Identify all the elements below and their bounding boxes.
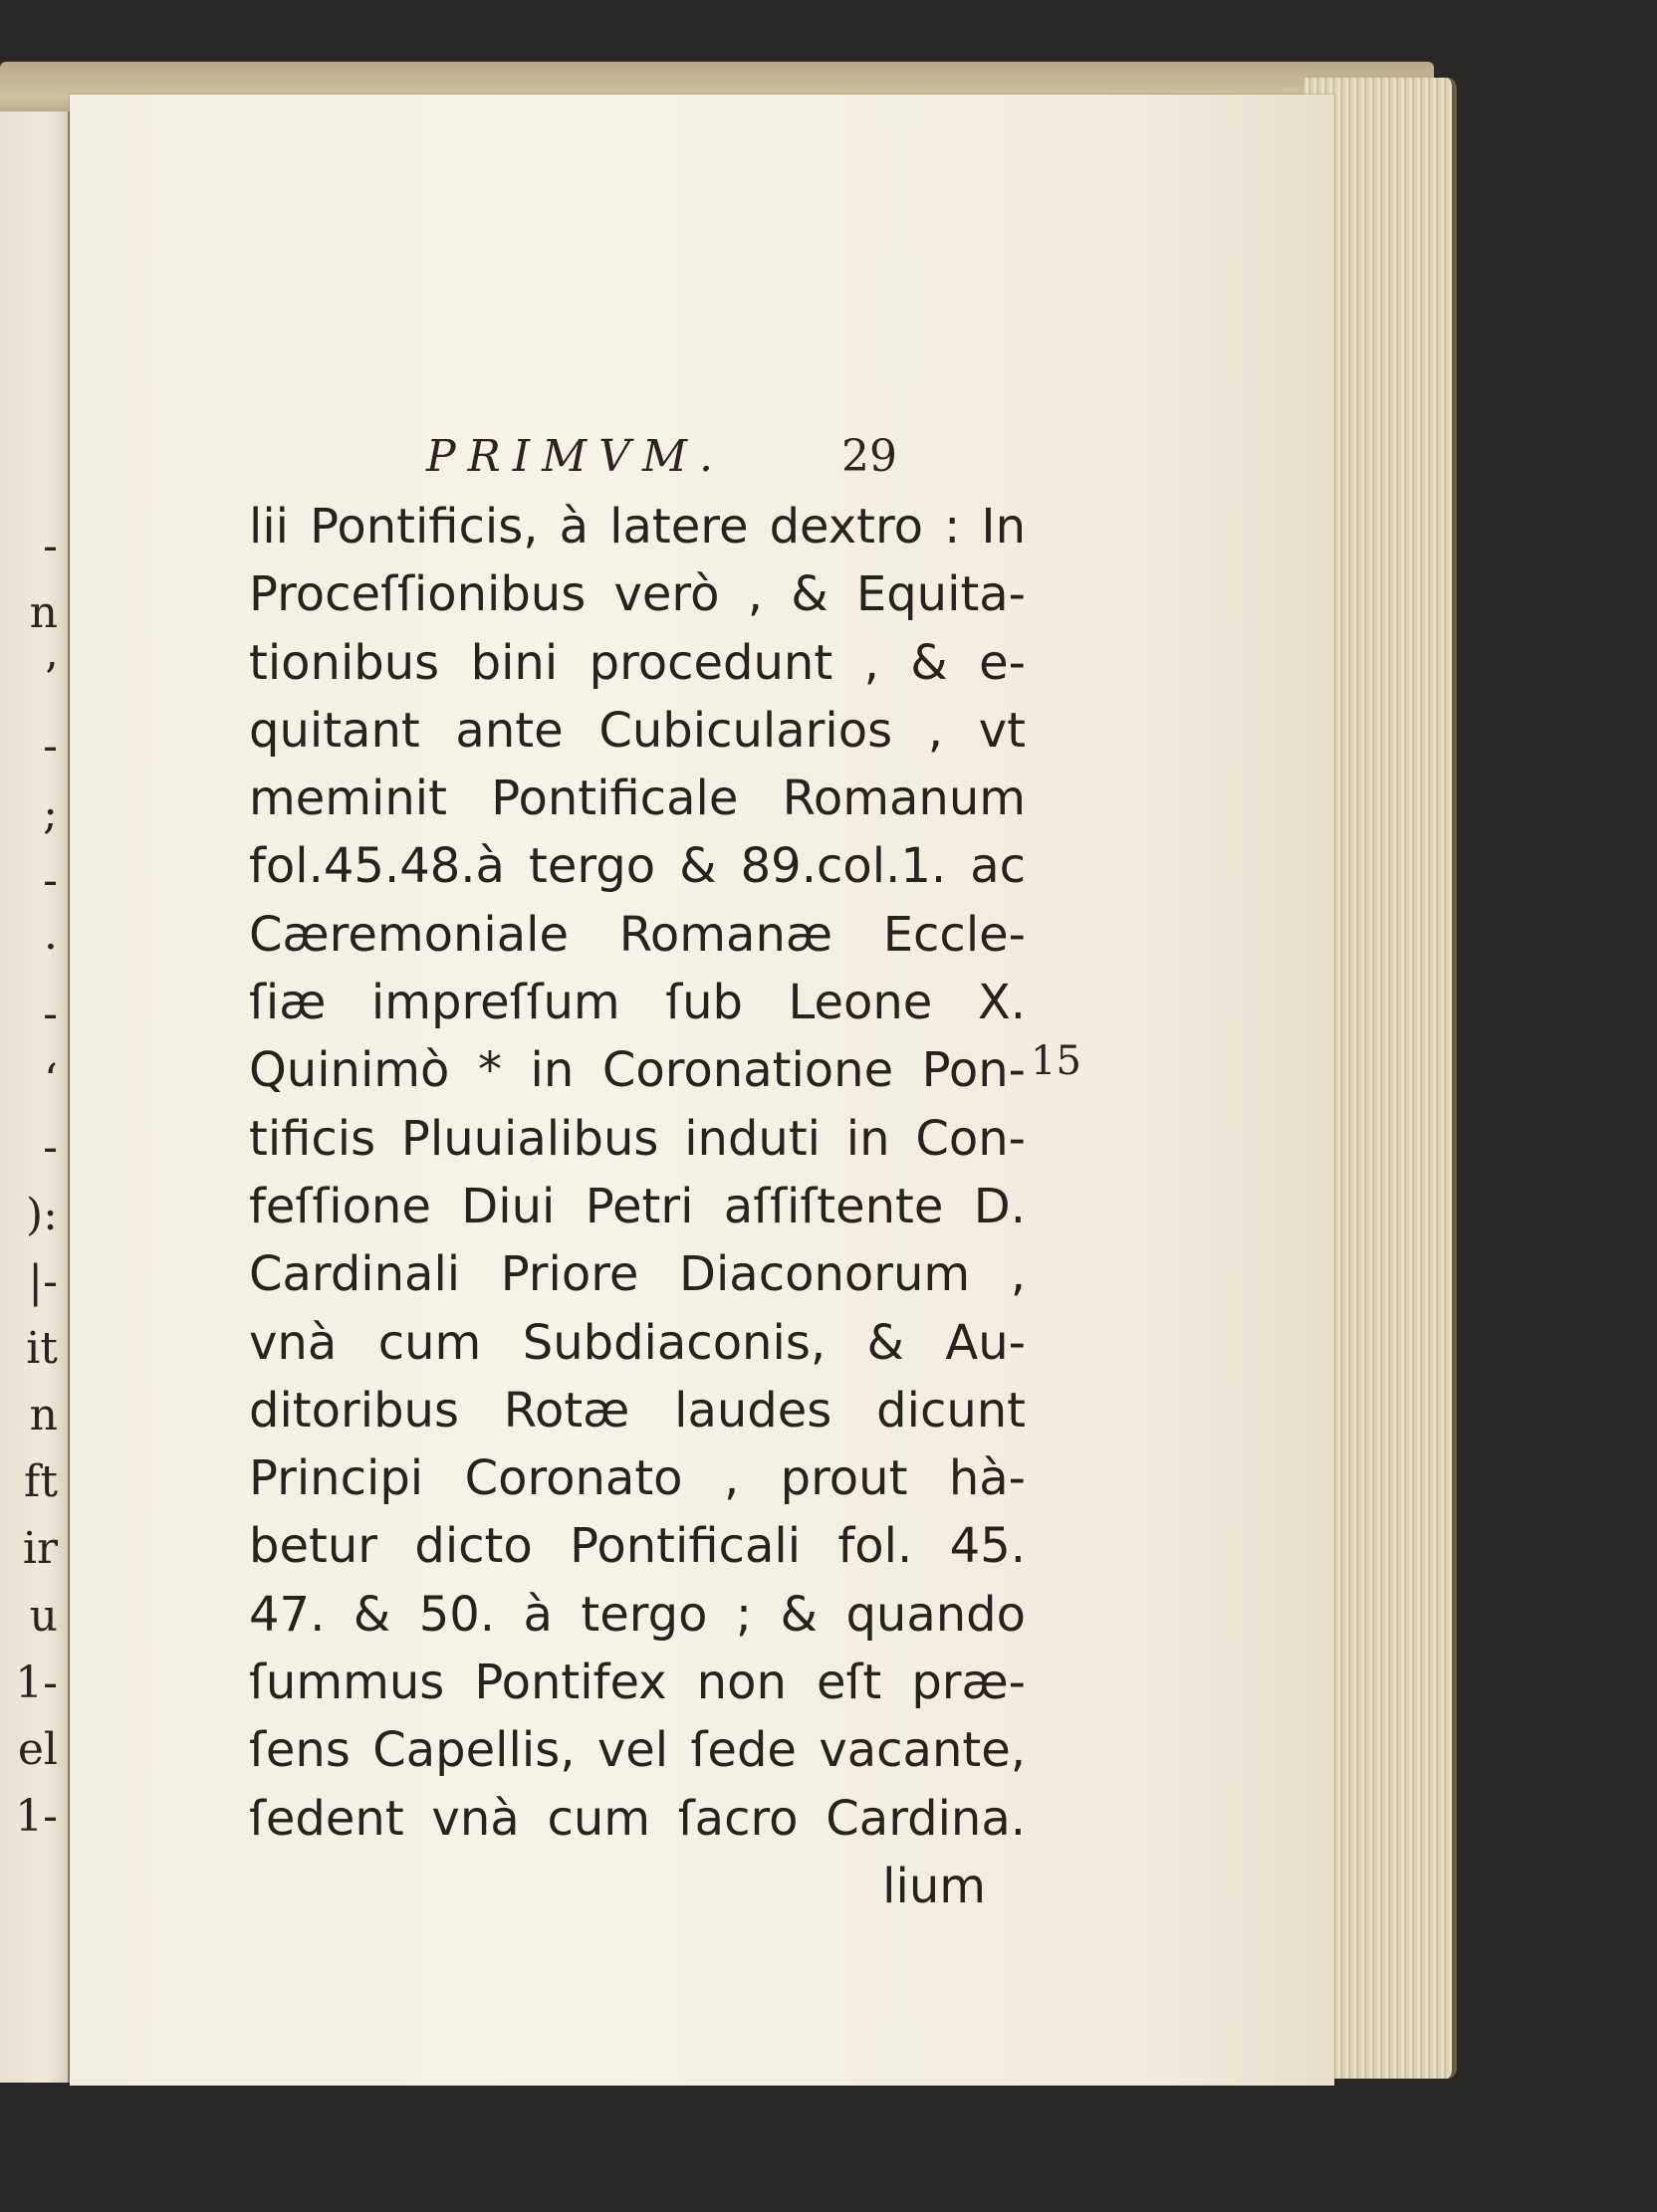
left-facing-page [0, 111, 71, 2083]
fragment: |- [28, 1255, 58, 1307]
fragment: ’ [44, 654, 58, 706]
fragment: n [29, 1390, 58, 1441]
text-line: lii Pontificis, à latere dextro : In [249, 499, 1026, 554]
text-line: Quinimò * in Coronatione Pon- [249, 1042, 1026, 1099]
margin-line-number: 15 [1031, 1038, 1081, 1084]
text-line: fol.45.48.à tergo & 89.col.1. ac [249, 838, 1026, 895]
fragment: u [29, 1590, 58, 1642]
fragment: - [43, 989, 58, 1040]
catchword: lium [882, 1858, 986, 1914]
text-line: tionibus bini procedunt , & e- [249, 634, 1026, 691]
running-title: PRIMVM. [426, 431, 725, 482]
text-line: 47. & 50. à tergo ; & quando [249, 1586, 1026, 1643]
fragment: · [44, 921, 58, 973]
fragment: - [43, 1122, 58, 1174]
text-line: Proceſſionibus verò , & Equita- [249, 566, 1026, 623]
text-line: Cæremoniale Romanæ Eccle- [249, 906, 1026, 963]
text-line: betur dicto Pontificali fol. 45. [249, 1518, 1026, 1575]
fragment: - [43, 721, 58, 773]
text-line: tificis Pluuialibus induti in Con- [249, 1110, 1026, 1167]
fragment: 1- [15, 1657, 58, 1708]
book-page [70, 95, 1334, 2086]
fragment: ft [24, 1456, 58, 1508]
fragment: - [43, 854, 58, 906]
fragment: - [43, 521, 58, 571]
text-line: ſedent vnà cum ſacro Cardina. [249, 1790, 1026, 1847]
text-line: quitant ante Cubicularios , vt [249, 702, 1026, 759]
fragment: 1- [15, 1790, 58, 1842]
fragment: ): [26, 1189, 58, 1240]
text-line: ſens Capellis, vel ſede vacante, [249, 1722, 1026, 1779]
fragment: ‘ [44, 1055, 58, 1107]
fragment: n [29, 587, 58, 639]
text-line: meminit Pontificale Romanum [249, 771, 1026, 827]
text-line: Principi Coronato , prout hà- [249, 1450, 1026, 1507]
left-page-fragments [4, 521, 64, 1842]
text-line: ſummus Pontifex non eſt præ- [249, 1655, 1026, 1711]
page-number: 29 [841, 431, 897, 482]
text-line: feſſione Diui Petri aſſiſtente D. [249, 1178, 1026, 1234]
fragment: ; [43, 787, 58, 839]
fragment: el [17, 1723, 58, 1775]
body-text [249, 493, 1026, 1920]
text-line: ditoribus Rotæ laudes dicunt [249, 1382, 1026, 1438]
fragment: ir [22, 1523, 58, 1575]
text-line: vnà cum Subdiaconis, & Au- [249, 1314, 1026, 1371]
text-line: Cardinali Priore Diaconorum , [249, 1246, 1026, 1303]
fragment: it [26, 1322, 58, 1374]
text-line: ſiæ impreſſum ſub Leone X. [249, 975, 1026, 1031]
